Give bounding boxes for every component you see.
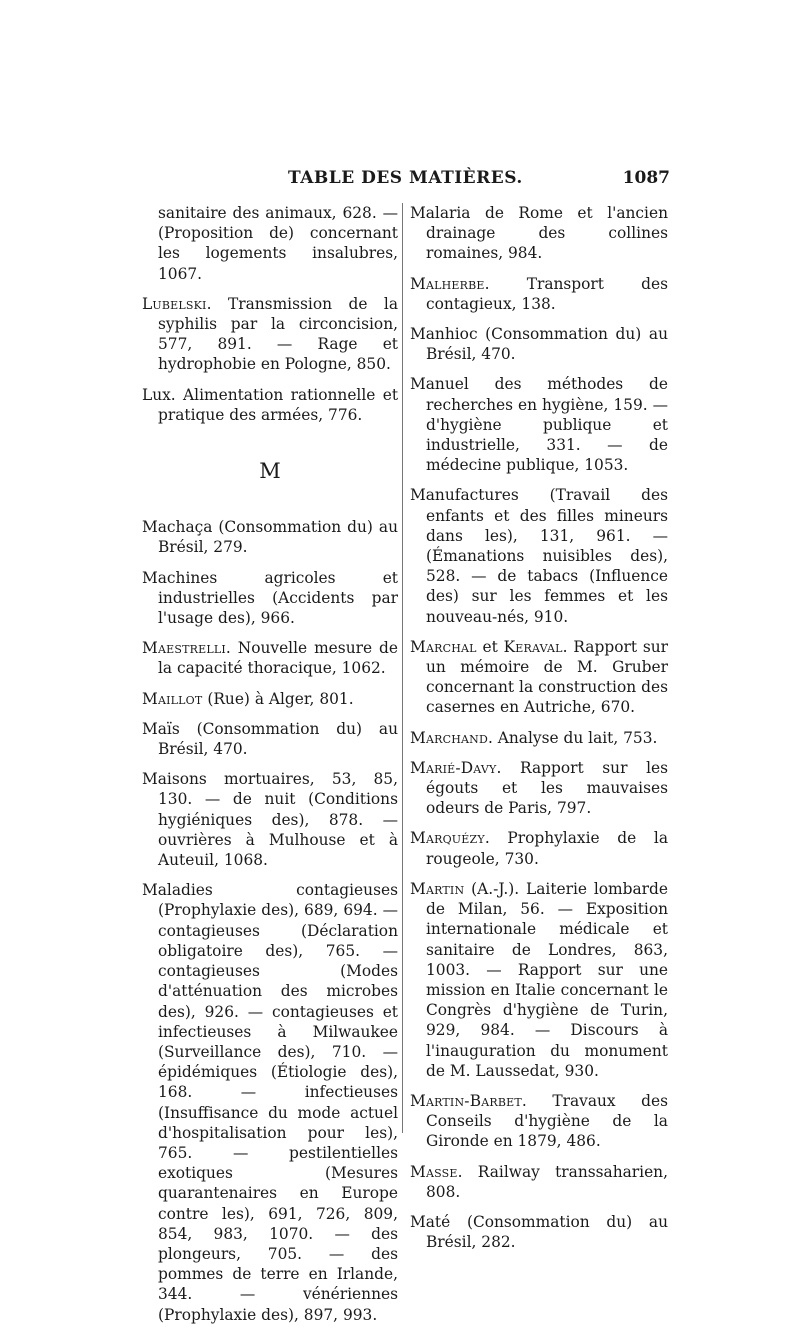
entry-text: Manufactures (Travail des enfants et des filles mineurs dans les), 131, 961. — (Émanations nuisibles des), 528. — de tabacs (Influence des) sur les femmes et les nouveau-nés, 910. — [410, 486, 668, 626]
index-entry — [142, 294, 398, 375]
index-entry — [142, 517, 398, 557]
entry-text: (Rue) à Alger, 801. — [202, 689, 354, 708]
entry-author: Maillot — [142, 689, 203, 708]
index-entry — [410, 1091, 668, 1152]
entry-text: Manhioc (Consommation du) au Brésil, 470. — [410, 325, 668, 364]
entry-connector: et — [476, 637, 504, 656]
entry-author: Martin-Barbet — [410, 1091, 522, 1110]
entry-text: Machaça (Consommation du) au Brésil, 279. — [142, 518, 398, 557]
index-entry — [142, 203, 398, 284]
index-entry — [410, 728, 668, 748]
index-entry — [142, 568, 398, 629]
entry-text: . Rapport sur les égouts et les mauvaises odeurs de Paris, 797. — [426, 758, 668, 818]
entry-author: Keraval — [503, 637, 563, 656]
index-entry — [142, 880, 398, 1324]
entry-author: Masse — [410, 1162, 458, 1181]
index-entry — [410, 485, 668, 626]
section-letter: M — [259, 459, 281, 484]
entry-text: (A.-J.). Laiterie lombarde de Milan, 56. — Exposition internationale médicale et sanitaire de Londres, 863, 1003. — Rapport sur une mission en Italie concernant le Congrès d'hygiène de Turin, 929, 984. — Discours à l'inauguration du monument de M. Laussedat, 930. — [426, 879, 668, 1080]
page-header — [140, 168, 670, 194]
index-entry — [410, 1162, 668, 1202]
entry-author: Maestrelli — [142, 639, 226, 658]
index-entry — [410, 274, 668, 314]
index-entry — [410, 203, 668, 264]
entry-author: Marié-Davy — [410, 758, 497, 777]
index-entry — [410, 637, 668, 718]
index-entry — [142, 689, 398, 709]
entry-author: Malherbe — [410, 274, 485, 293]
entry-text: . Transport des contagieux, 138. — [426, 274, 668, 313]
entry-text: Maïs (Consommation du) au Brésil, 470. — [142, 719, 398, 759]
entry-text: . Travaux des Conseils d'hygiène de la Gironde en 1879, 486. — [426, 1091, 668, 1151]
entry-text: . Transmission de la syphilis par la circoncision, 577, 891. — Rage et hydrophobie en Pologne, 850. — [158, 294, 398, 374]
index-entry — [410, 324, 668, 364]
entry-text: . Prophylaxie de la rougeole, 730. — [426, 829, 668, 868]
entry-author: Marquézy — [410, 829, 485, 848]
running-title: TABLE DES MATIÈRES. — [288, 168, 523, 188]
entry-text: sanitaire des animaux, 628. — (Proposition de) concernant les logements insalubres, 1067. — [158, 204, 398, 283]
entry-author: Marchal — [410, 637, 477, 656]
page-number: 1087 — [622, 168, 670, 188]
index-entry — [142, 719, 398, 759]
index-entry — [410, 374, 668, 475]
column-divider — [402, 203, 403, 1133]
entry-text: Manuel des méthodes de recherches en hygiène, 159. — d'hygiène publique et industrielle, 331. — de médecine publique, 1053. — [410, 375, 668, 475]
entry-author: Martin — [410, 879, 465, 898]
entry-text: Maladies contagieuses (Prophylaxie des), 689, 694. — contagieuses (Déclaration obligatoire des), 765. — contagieuses (Modes d'atténuation des microbes des), 926. — contagieuses et infectieuses à Milwaukee (Surveillance des), 710. — épidémiques (Étiologie des), 168. — infectieuses (Insuffisance du mode actuel d'hospitalisation pour les), 765. — pestilentielles exotiques (Mesures quarantenaires en Europe contre les), 691, 726, 809, 854, 983, 1070. — des plongeurs, 705. — des pommes de terre en Irlande, 344. — vénériennes (Prophylaxie des), 897, 993. — [142, 881, 398, 1324]
entry-text: . Railway transsaharien, 808. — [426, 1162, 668, 1201]
entry-text: Maisons mortuaires, 53, 85, 130. — de nuit (Conditions hygiéniques des), 878. — ouvrières à Mulhouse et à Auteuil, 1068. — [142, 770, 398, 870]
entry-author: Lubelski — [142, 294, 207, 313]
index-entry — [142, 385, 398, 425]
entry-text: Machines agricoles et industrielles (Accidents par l'usage des), 966. — [142, 568, 398, 628]
entry-text: Maté (Consommation du) au Brésil, 282. — [410, 1212, 668, 1252]
entry-author: Marchand — [410, 728, 488, 747]
index-entry — [410, 879, 668, 1081]
index-entry — [410, 1212, 668, 1252]
entry-text: Lux. Alimentation rationnelle et pratique des armées, 776. — [142, 385, 398, 424]
right-column — [410, 203, 668, 1262]
entry-text: . Analyse du lait, 753. — [487, 728, 658, 747]
index-entry — [142, 638, 398, 678]
entry-text: . Nouvelle mesure de la capacité thoracique, 1062. — [158, 639, 398, 678]
index-entry — [410, 828, 668, 868]
left-column — [142, 203, 398, 1335]
index-entry — [142, 769, 398, 870]
index-entry — [410, 758, 668, 819]
entry-text: . Rapport sur un mémoire de M. Gruber concernant la construction des casernes en Autriche, 670. — [426, 637, 668, 717]
entry-text: Malaria de Rome et l'ancien drainage des collines romaines, 984. — [410, 204, 668, 263]
